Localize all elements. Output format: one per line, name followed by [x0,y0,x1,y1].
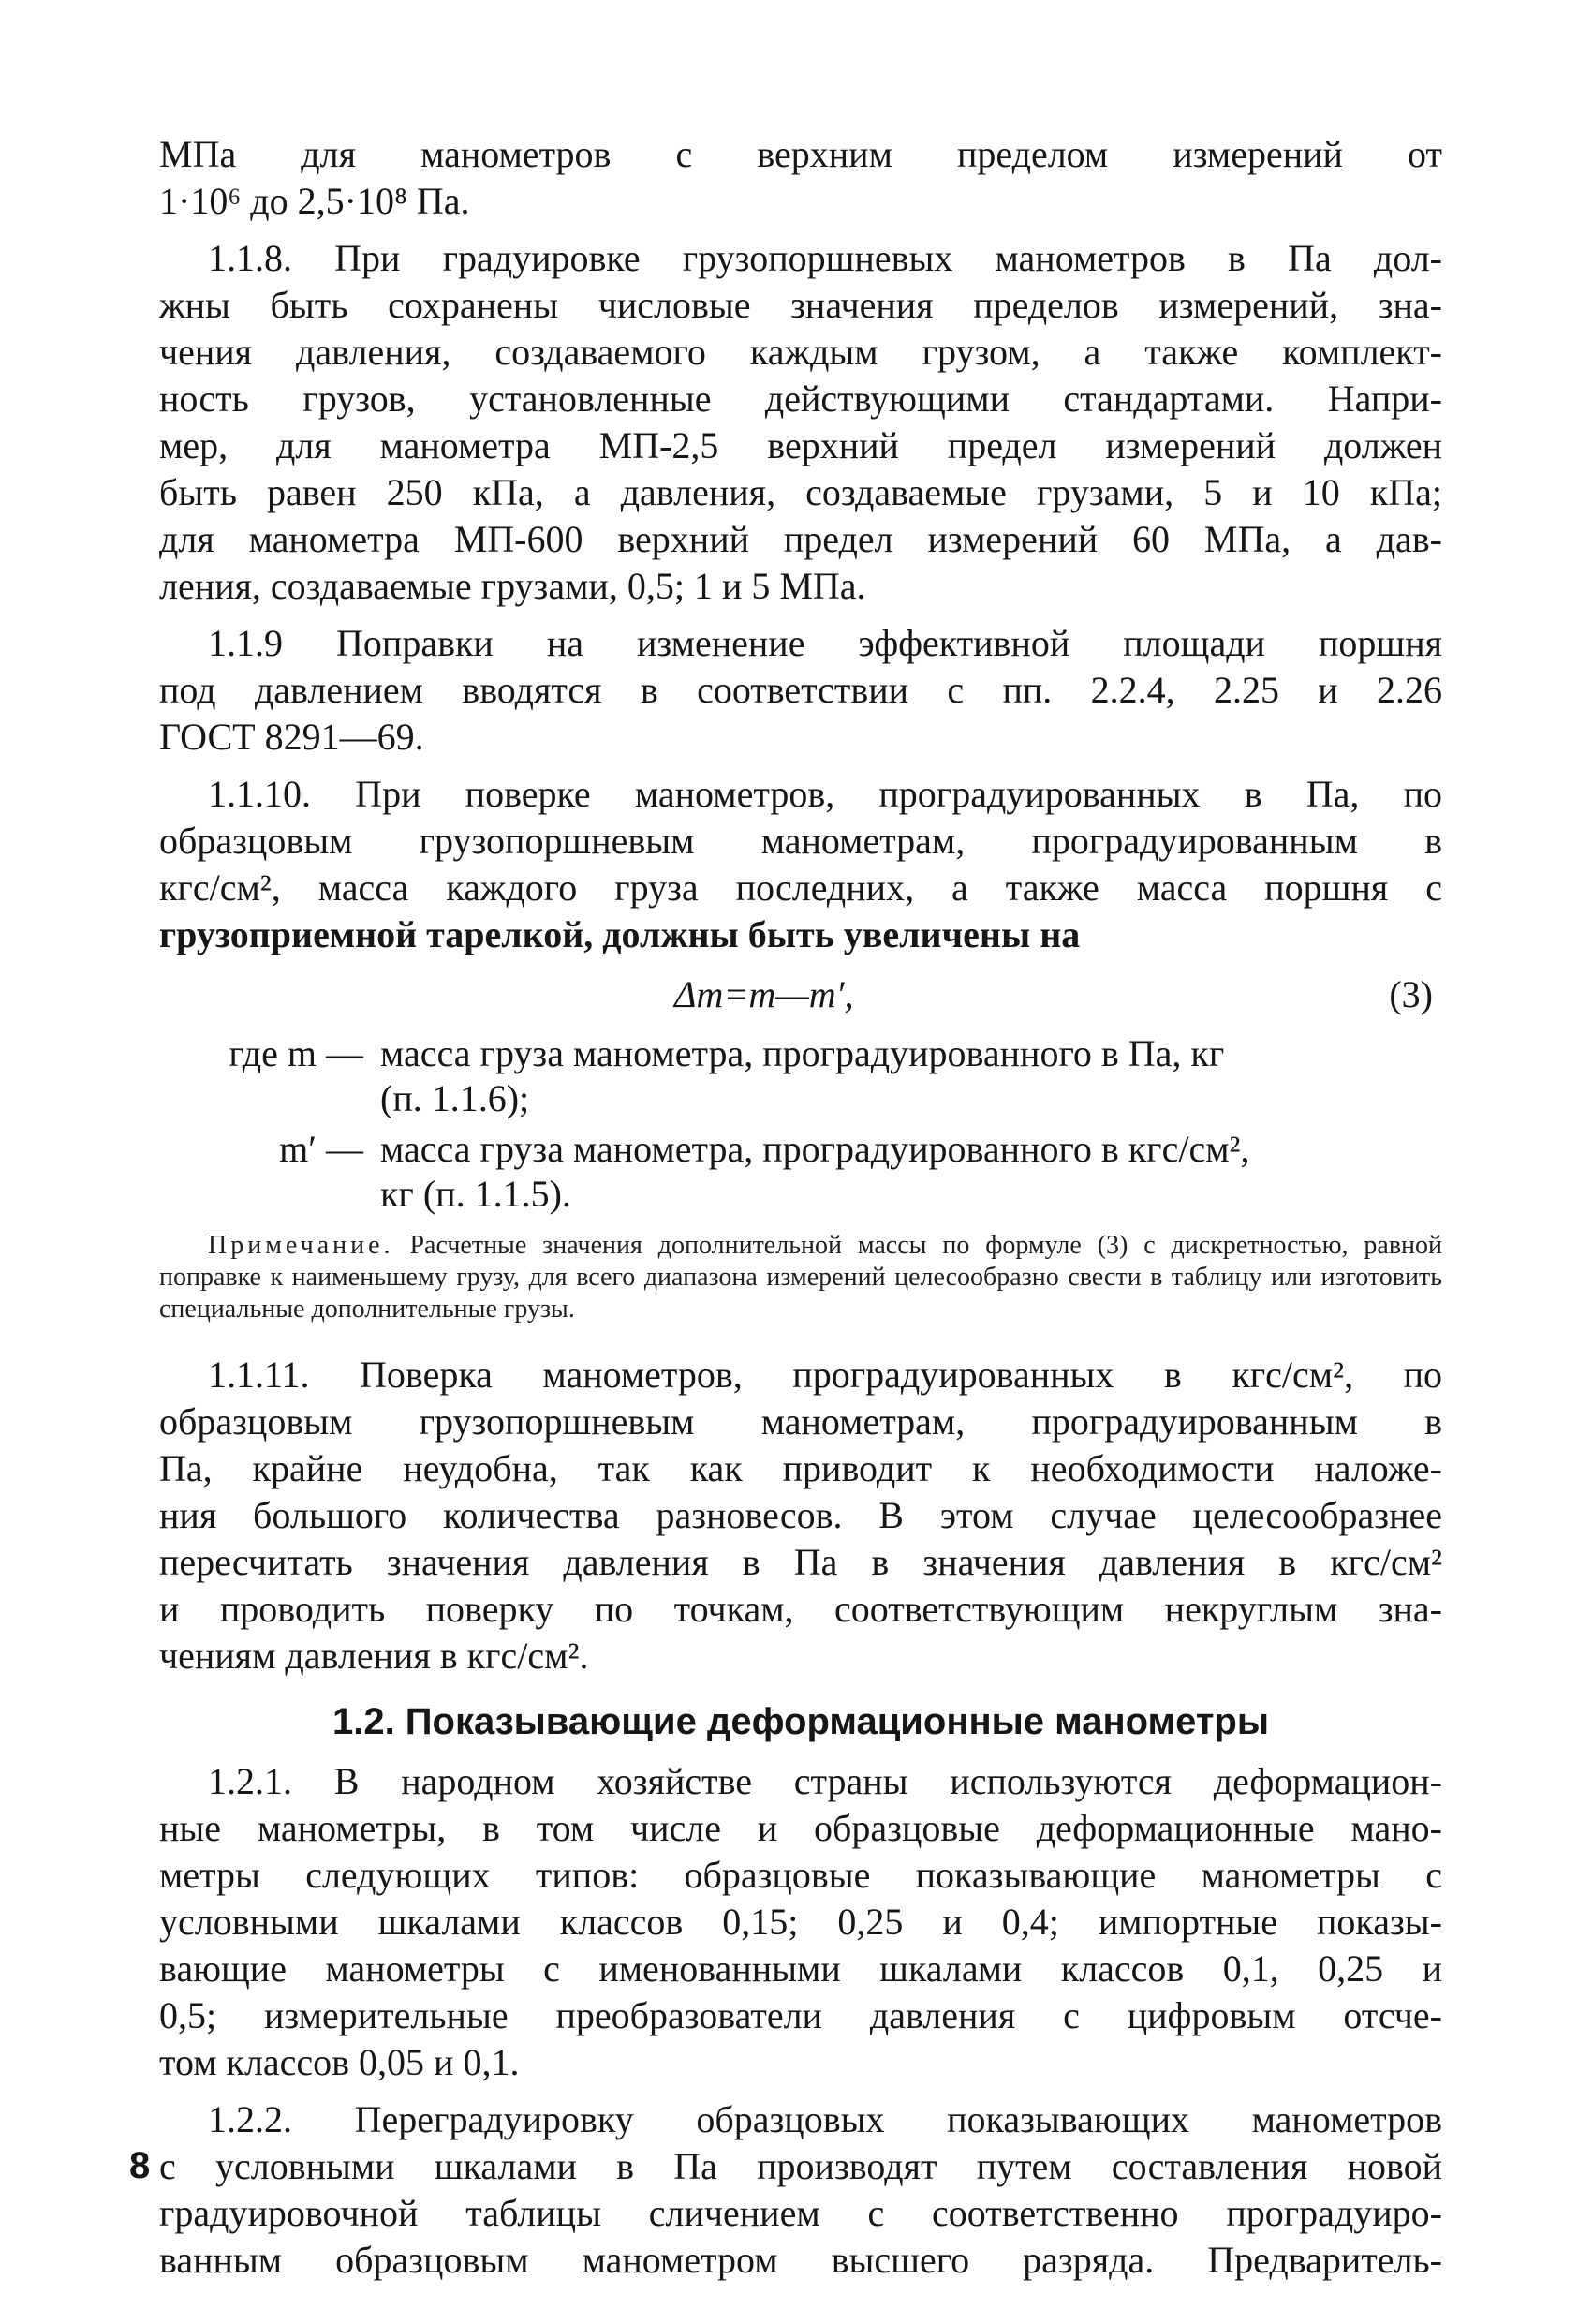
text-line: (п. 1.1.6); [380,1077,530,1119]
note-text: Расчетные значения дополнительной массы по формуле (3) с дискретностью, равной поправке к наименьшему грузу, для всего диапазона измерений целесообразно свести в таблицу или изготовить специальные дополнительные грузы. [159,1231,1443,1324]
text-line: образцовым грузопоршневым манометрам, проградуированным в [159,1400,1442,1443]
text-line: ния большого количества разновесов. В этом случае целесообразнее [159,1494,1442,1536]
text-line: ления, создаваемые грузами, 0,5; 1 и 5 МПа. [159,565,866,607]
text-line: 0,5; измерительные преобразователи давления с цифровым отсче- [159,1994,1442,2036]
definition-term: где m — [229,1032,363,1074]
text-line: масса груза манометра, проградуированного в Па, кг [380,1032,1225,1074]
text-line: пересчитать значения давления в Па в значения давления в кгс/см² [159,1541,1442,1583]
paragraph-1-2-2 [159,2096,1442,2284]
paragraph-1-1-9 [159,620,1442,761]
definition-text [380,1127,1442,1217]
definition-text [380,1031,1442,1121]
text-line: МПа для манометров с верхним пределом измерений от [159,133,1442,175]
note-label: Примечание. [208,1231,394,1260]
text-line: мер, для манометра МП-2,5 верхний предел измерений должен [159,424,1442,466]
formula-number: (3) [1389,973,1433,1015]
definition-m-prime [159,1127,1442,1217]
text-line: ность грузов, установленные действующими стандартами. Напри- [159,377,1442,420]
text-line: чения давления, создаваемого каждым грузом, а также комплект- [159,331,1442,373]
text-line: 1.2.1. В народном хозяйстве страны используются деформацион- [208,1760,1442,1802]
text-line: 1.1.9 Поправки на изменение эффективной площади поршня [208,622,1442,664]
paragraph-1-2-1 [159,1758,1442,2086]
text-line: градуировочной таблицы сличением с соответственно проградуиро- [159,2192,1442,2234]
text-line: для манометра МП-600 верхний предел измерений 60 МПа, а дав- [159,518,1442,560]
formula-row [159,964,1442,1026]
text-line: 1.1.8. При градуировке грузопоршневых манометров в Па дол- [208,237,1442,279]
section-heading: 1.2. Показывающие деформационные манометры [332,1701,1270,1742]
note [159,1230,1442,1325]
text-line: ные манометры, в том числе и образцовые деформационные мано- [159,1807,1442,1849]
text-line: ГОСТ 8291—69. [159,716,424,758]
definition-m [159,1031,1442,1121]
text-line: Па, крайне неудобна, так как приводит к необходимости наложе- [159,1447,1442,1489]
text-line: образцовым грузопоршневым манометрам, проградуированным в [159,820,1442,862]
text-line: 1.1.11. Поверка манометров, проградуированных в кгс/см², по [208,1354,1442,1396]
intro-paragraph [159,131,1442,225]
text-line: под давлением вводятся в соответствии с пп. 2.2.4, 2.25 и 2.26 [159,669,1442,711]
paragraph-1-1-11 [159,1352,1442,1680]
text-line: условными шкалами классов 0,15; 0,25 и 0,4; импортные показы- [159,1901,1442,1943]
text-line: кгс/см², масса каждого груза последних, а также масса поршня с [159,866,1442,909]
paragraph-1-1-8 [159,235,1442,610]
text-line: метры следующих типов: образцовые показывающие манометры с [159,1854,1442,1896]
text-line: жны быть сохранены числовые значения пределов измерений, зна- [159,284,1442,326]
text-line: ванным образцовым манометром высшего разряда. Предваритель- [159,2239,1442,2281]
page-body [159,131,1442,2284]
text-line: с условными шкалами в Па производят путем составления новой [159,2145,1442,2187]
formula-expression: Δm=m—m′, [674,973,854,1015]
text-line: грузоприемной тарелкой, должны быть увеличены на [159,913,1081,955]
text-line: 1.1.10. При поверке манометров, проградуированных в Па, по [208,773,1442,815]
text-line: кг (п. 1.1.5). [380,1173,571,1215]
paragraph-1-1-10 [159,771,1442,958]
text-line: том классов 0,05 и 0,1. [159,2041,520,2083]
text-line: масса груза манометра, проградуированного в кгс/см², [380,1128,1250,1170]
text-line: вающие манометры с именованными шкалами классов 0,1, 0,25 и [159,1947,1442,1990]
text-line: 1.2.2. Переградуировку образцовых показывающих манометров [208,2098,1442,2140]
page-number: 8 [129,2145,151,2186]
text-line: быть равен 250 кПа, а давления, создаваемые грузами, 5 и 10 кПа; [159,471,1442,513]
text-line: чениям давления в кгс/см². [159,1635,589,1677]
text-line: и проводить поверку по точкам, соответствующим некруглым зна- [159,1588,1442,1630]
text-line: 1·10⁶ до 2,5·10⁸ Па. [159,180,470,222]
definition-term: m′ — [279,1128,363,1170]
